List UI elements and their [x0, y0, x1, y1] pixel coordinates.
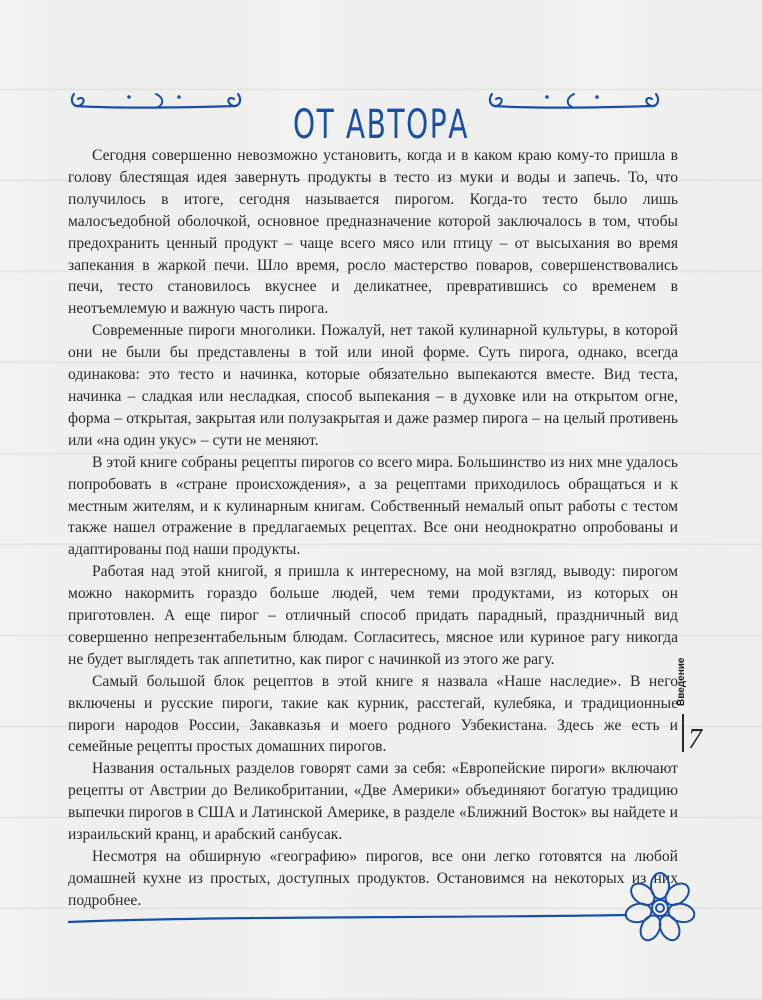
- flower-icon: [622, 870, 698, 946]
- curl-ornament-icon: [486, 88, 662, 116]
- paragraph: Современные пироги многолики. Пожалуй, нет такой кулинарной культуры, в которой они не были бы представлены в той или иной форме. Суть пирога, однако, всегда одинакова: это тесто и начинка, которые обязательно выпекаются вместе. Вид теста, начинка – сладкая или несладкая, способ выпекания – в духовке или на открытом огне, форма – открытая, закрытая или полузакрытая и даже размер пирога – на целый противень или «на один укус» – сути не меняют.: [68, 322, 678, 449]
- section-label: Введение: [676, 657, 687, 706]
- paragraph: В этой книге собраны рецепты пирогов со всего мира. Большинство из них мне удалось попробовать в «стране происхождения», а за рецептами приходилось обращаться и к местным жителям, и к кулинарным книгам. Собственный немалый опыт работы с тестом также нашел отражение в предлагаемых рецептах. Все они неоднократно опробованы и адаптированы под наши продукты.: [68, 453, 678, 559]
- bottom-divider: [68, 912, 628, 928]
- paragraph: Самый большой блок рецептов в этой книге я назвала «Наше наследие». В него включены и русские пироги, такие как курник, расстегай, кулебяка, и традиционные пироги народов России, Закавказья и моего родного Узбекистана. Здесь же есть и семейные рецепты простых домашних пирогов.: [68, 672, 678, 756]
- paragraph: Названия остальных разделов говорят сами за себя: «Европейские пироги» включают рецепты от Австрии до Великобритании, «Две Америки» объединяют богатую традицию выпечки пирогов в США и Латинской Америке, в разделе «Ближний Восток» вы найдете и израильский кранц, и арабский санбусак.: [68, 760, 678, 844]
- paragraph: Работая над этой книгой, я пришла к интересному, на мой взгляд, выводу: пирогом можно накормить гораздо больше людей, чем теми продуктами, из которых он приготовлен. А еще пирог – отличный способ придать парадный, праздничный вид совершенно непрезентабельным блюдам. Согласитесь, мясное или куриное рагу никогда не будет выглядеть так аппетитно, как пирог с начинкой из этого же рагу.: [68, 563, 678, 668]
- divider: [682, 714, 684, 752]
- paragraph: Сегодня совершенно невозможно установить, когда и в каком краю кому-то пришла в голову блестящая идея завернуть продукты в тесто из муки и воды и запечь. То, что получилось в итоге, сегодня называется пирогом. Когда-то тесто было лишь малосъедобной оболочкой, основное предназначение которой заключалось в том, чтобы предохранить ценный продукт – чаще всего мясо или птицу – от высыхания во время запекания в жаркой печи. Шло время, росло мастерство поваров, совершенствовались печи, тесто становилось вкуснее и деликатнее, превратившись со временем в неотъемлемую и важную часть пирога.: [68, 147, 678, 318]
- article-body: [68, 145, 678, 912]
- page-title: ОТ АВТОРА: [293, 101, 469, 148]
- paragraph: Несмотря на обширную «географию» пирогов, все они легко готовятся на любой домашней кухне из простых, доступных продуктов. Остановимся на некоторых из них подробнее.: [68, 848, 678, 909]
- page-number: 7: [688, 724, 702, 755]
